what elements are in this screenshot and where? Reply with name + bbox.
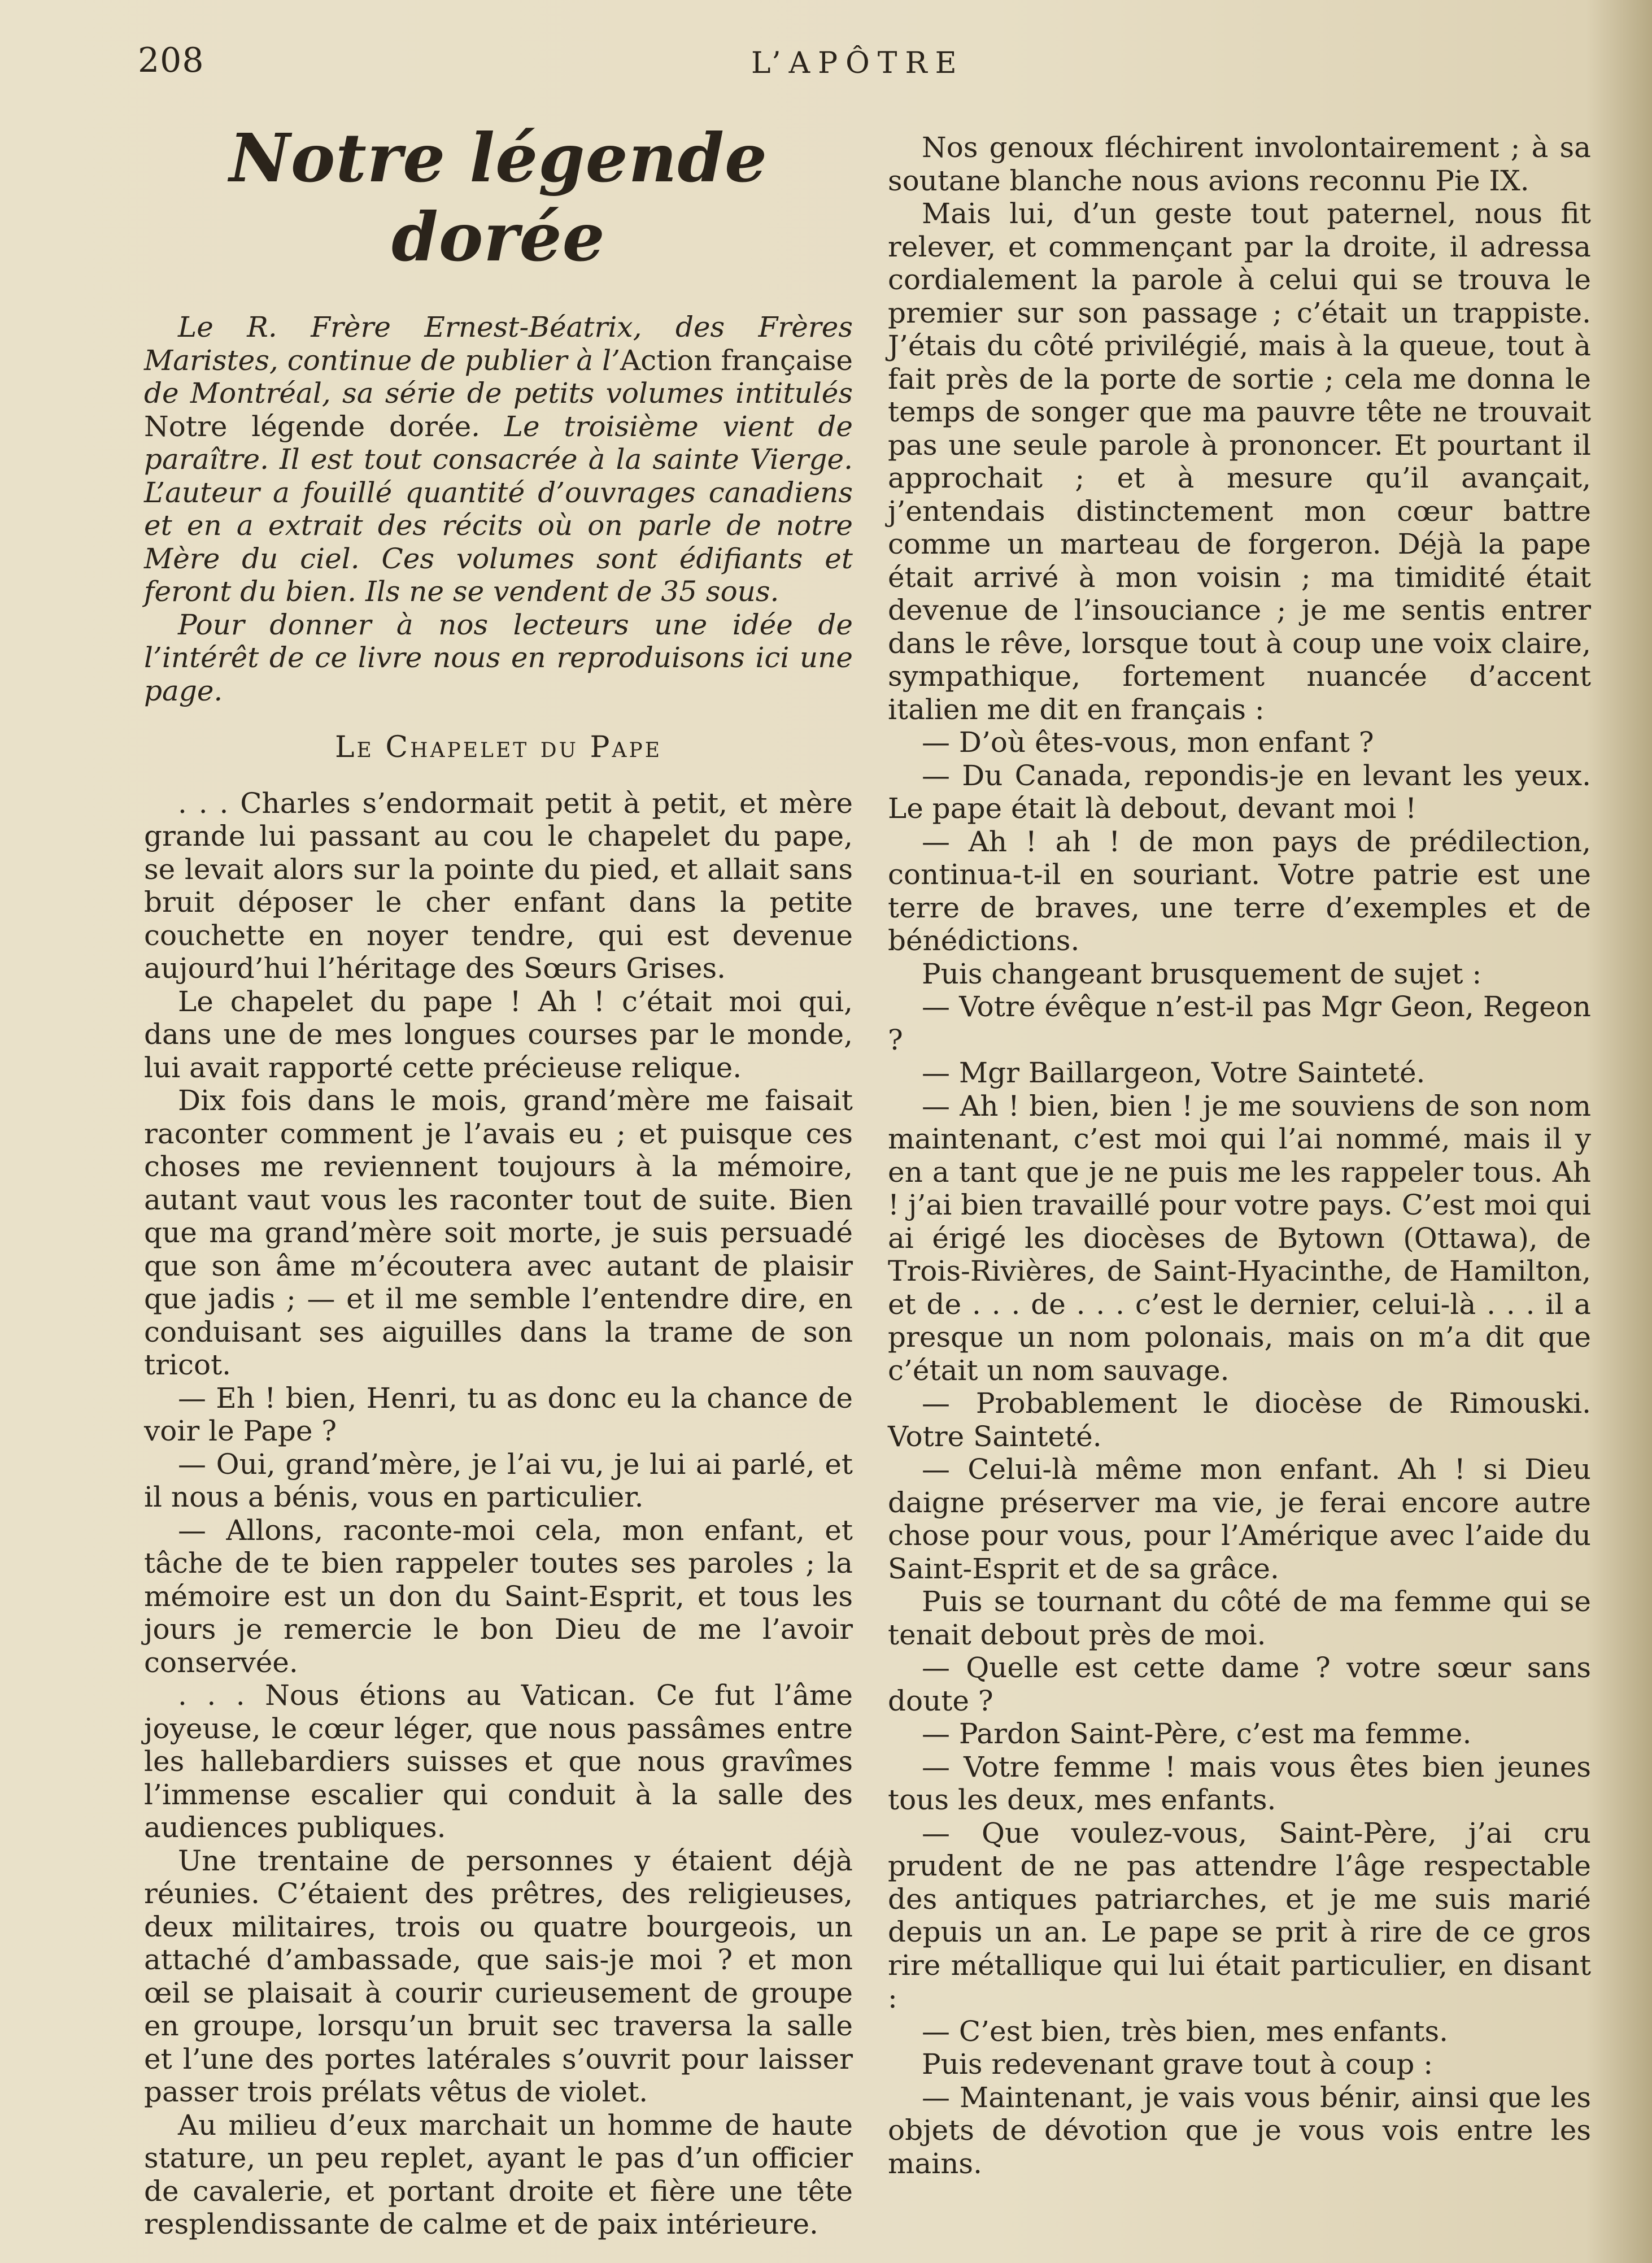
body-paragraph: — D’où êtes-vous, mon enfant ? (922, 726, 1374, 759)
body-paragraph: Puis redevenant grave tout à coup : (922, 2048, 1433, 2081)
body-paragraph: — Maintenant, je vais vous bénir, ainsi que les objets de dévotion que je vous vois entre les mains. (888, 2081, 1591, 2180)
intro-paragraph (144, 311, 853, 608)
body-paragraph: Mais lui, d’un geste tout paternel, nous fit relever, et commençant par la droite, il adressa cordialement la parole à celui qui se trouva le premier sur son passage ; c’était un trappiste. J’étais du côté privilégié, mais à la queue, tout à fait près de la porte de sortie ; cela me donna le temps de songer que ma pauvre tête ne trouvait pas une seule parole à prononcer. Et pourtant il approchait ; et à mesure qu’il avançait, j’entendais distinctement mon cœur battre comme un marteau de forgeron. Déjà la pape était arrivé à mon voisin ; ma timidité était devenue de l’insouciance ; je me sentis entrer dans le rêve, lorsque tout à coup une voix claire, sympathique, fortement nuancée d’accent italien me dit en français : (888, 197, 1591, 726)
body-paragraph: — Que voulez-vous, Saint-Père, j’ai cru prudent de ne pas attendre l’âge respectable des antiques patriarches, et je me suis marié depuis un an. Le pape se prit à rire de ce gros rire métallique qui lui était particulier, en disant : (888, 1816, 1591, 2014)
intro-paragraph-2: Pour donner à nos lecteurs une idée de l’intérêt de ce livre nous en reproduisons ici une page. (144, 608, 853, 707)
intro-text-2: de Montréal, sa série de petits volumes intitulés (144, 377, 853, 410)
body-paragraph: Dix fois dans le mois, grand’mère me faisait raconter comment je l’avais eu ; et puisque ces choses me reviennent toujours à la mémoire, autant vaut vous les raconter tout de suite. Bien que ma grand’mère soit morte, je suis persuadé que son âme m’écoutera avec autant de plaisir que jadis ; — et il me semble l’entendre dire, en conduisant ses aiguilles dans la trame de son tricot. (144, 1084, 853, 1381)
body-paragraph: . . . Nous étions au Vatican. Ce fut l’âme joyeuse, le cœur léger, que nous passâmes entre les hallebardiers suisses et que nous gravîmes l’immense escalier qui conduit à la salle des audiences publiques. (144, 1679, 853, 1844)
body-paragraph: Puis changeant brusquement de sujet : (922, 957, 1482, 990)
body-paragraph: — Votre évêque n’est-il pas Mgr Geon, Regeon ? (888, 990, 1591, 1056)
body-paragraph: — Quelle est cette dame ? votre sœur sans doute ? (888, 1651, 1591, 1717)
intro-publisher: Action française (620, 343, 853, 377)
page-number: 208 (138, 41, 204, 80)
body-paragraph: — C’est bien, très bien, mes enfants. (922, 2014, 1449, 2048)
body-paragraph: — Pardon Saint-Père, c’est ma femme. (922, 1717, 1472, 1750)
intro-book-title: Notre légende dorée (144, 410, 472, 443)
body-paragraph: — Celui-là même mon enfant. Ah ! si Dieu daigne préserver ma vie, je ferai encore autre chose pour vous, pour l’Amérique avec l’aide du Saint-Esprit et de sa grâce. (888, 1453, 1591, 1585)
body-paragraph: — Mgr Baillargeon, Votre Sainteté. (922, 1056, 1426, 1089)
left-column (144, 119, 853, 2241)
body-paragraph: — Ah ! bien, bien ! je me souviens de son nom maintenant, c’est moi qui l’ai nommé, mais il y en a tant que je ne puis me les rappeler tous. Ah ! j’ai bien travaillé pour votre pays. C’est moi qui ai érigé les diocèses de Bytown (Ottawa), de Trois-Rivières, de Saint-Hyacinthe, de Hamilton, et de . . . de . . . c’est le dernier, celui-là . . . il a presque un nom polonais, mais on m’a dit que c’était un nom sauvage. (888, 1089, 1591, 1387)
right-column (888, 131, 1591, 2180)
body-paragraph: — Eh ! bien, Henri, tu as donc eu la chance de voir le Pape ? (144, 1381, 853, 1447)
body-paragraph: — Oui, grand’mère, je l’ai vu, je lui ai parlé, et il nous a bénis, vous en particulier. (144, 1447, 853, 1513)
body-paragraph: — Du Canada, repondis-je en levant les yeux. Le pape était là debout, devant moi ! (888, 759, 1591, 825)
body-paragraph: — Probablement le diocèse de Rimouski. Votre Sainteté. (888, 1387, 1591, 1453)
section-title: Le Chapelet du Pape (335, 730, 662, 764)
body-paragraph: — Ah ! ah ! de mon pays de prédilection, continua-t-il en souriant. Votre patrie est une terre de braves, une terre d’exemples et de bénédictions. (888, 825, 1591, 957)
body-paragraph: Au milieu d’eux marchait un homme de haute stature, un peu replet, ayant le pas d’un officier de cavalerie, et portant droite et fière une tête resplendissante de calme et de paix intérieure. (144, 2108, 853, 2240)
body-paragraph: — Votre femme ! mais vous êtes bien jeunes tous les deux, mes enfants. (888, 1750, 1591, 1816)
intro-text-3: . Le troisième vient de paraître. Il est tout consacrée à la sainte Vierge. L’auteur a fouillé quantité d’ouvrages canadiens et en a extrait des récits où on parle de notre Mère du ciel. Ces volumes sont édifiants et feront du bien. Ils ne se vendent de 35 sous. (144, 410, 853, 608)
article-title: Notre légende dorée (229, 119, 768, 276)
body-paragraph: Nos genoux fléchirent involontairement ; à sa soutane blanche nous avions reconnu Pie IX. (888, 131, 1591, 197)
body-paragraph: Le chapelet du pape ! Ah ! c’était moi qui, dans une de mes longues courses par le monde, lui avait rapporté cette précieuse relique. (144, 985, 853, 1084)
running-title: L’APÔTRE (751, 46, 965, 80)
body-paragraph: . . . Charles s’endormait petit à petit, et mère grande lui passant au cou le chapelet du pape, se levait alors sur la pointe du pied, et allait sans bruit déposer le cher enfant dans la petite couchette en noyer tendre, qui est devenue aujourd’hui l’héritage des Sœurs Grises. (144, 786, 853, 985)
body-paragraph: Puis se tournant du côté de ma femme qui se tenait debout près de moi. (888, 1585, 1591, 1651)
body-paragraph: Une trentaine de personnes y étaient déjà réunies. C’étaient des prêtres, des religieuses, deux militaires, trois ou quatre bourgeois, un attaché d’ambassade, que sais-je moi ? et mon œil se plaisait à courir curieusement de groupe en groupe, lorsqu’un bruit sec traversa la salle et l’une des portes latérales s’ouvrit pour laisser passer trois prélats vêtus de violet. (144, 1844, 853, 2108)
intro-text-1: Le R. Frère Ernest-Béatrix, des Frères Maristes, continue de publier à l’ (144, 311, 853, 377)
body-paragraph: — Allons, raconte-moi cela, mon enfant, et tâche de te bien rappeler toutes ses paroles ; la mémoire est un don du Saint-Esprit, et tous les jours je remercie le bon Dieu de me l’avoir conservée. (144, 1513, 853, 1679)
